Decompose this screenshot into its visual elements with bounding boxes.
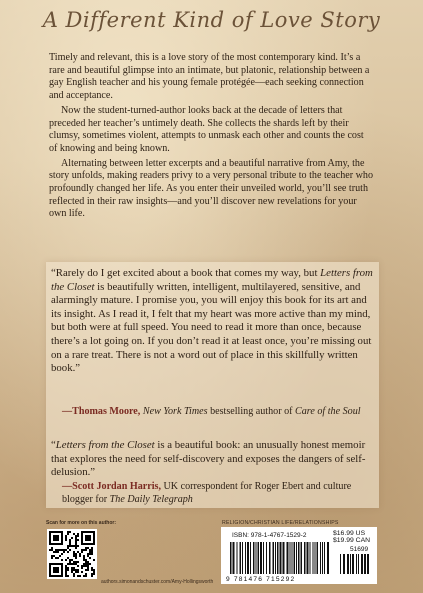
endorsement-quote <box>51 439 376 480</box>
category-label: RELIGION/CHRISTIAN LIFE/RELATIONSHIPS <box>222 520 339 526</box>
barcode-number: 9 781476 715292 <box>226 576 296 583</box>
quote-book-title: Letters from the Closet <box>55 439 155 451</box>
price-code: 51699 <box>350 546 369 553</box>
book-description <box>49 52 374 223</box>
scan-label: Scan for more on this author: <box>46 520 117 526</box>
publication-name: New York Times <box>142 406 208 417</box>
quote-text: “Rarely do I get excited about a book that comes my way, but <box>51 267 321 279</box>
description-paragraph: Alternating between letter excerpts and a beautiful narrative from Amy, the story unfolds, making readers privy to a very personal tribute to the teacher who profoundly changed her life. As you enter their unveiled world, you’ll see truth reflected in their raw insights—and you’ll discover new revelations for your own life. <box>49 157 374 220</box>
qr-code-icon <box>49 531 95 577</box>
publication-name: The Daily Telegraph <box>109 494 193 505</box>
endorsement-attribution <box>62 405 376 418</box>
author-url[interactable]: authors.simonandschuster.com/Amy-Hollingsworth <box>101 579 214 585</box>
price-can: $19.99 CAN <box>333 537 371 544</box>
endorser-name: —Scott Jordan Harris, <box>62 481 161 492</box>
attribution-text: UK correspondent for Roger Ebert and culture blogger for <box>62 481 352 505</box>
barcode-icon <box>228 542 370 576</box>
endorsement-attribution <box>62 480 376 506</box>
quote-text: is a beautiful book: an unusually honest memoir that explores the need for self-discovery and exposes the dangers of self-delusion.” <box>51 439 366 479</box>
endorsement-quote <box>51 267 376 376</box>
description-paragraph: Timely and relevant, this is a love story of the most contemporary kind. It’s a rare and beautiful glimpse into an intimate, but platonic, relationship between a gay English teacher and his young female protégée—each seeking connection and acceptance. <box>49 52 370 102</box>
quote-book-title: Letters from the Closet <box>51 267 373 293</box>
quote-text: “ <box>51 439 56 451</box>
price-us: $16.99 US <box>333 530 366 537</box>
isbn-number: ISBN: 978-1-4767-1529-2 <box>232 532 307 539</box>
quote-text: is beautifully written, intelligent, multilayered, sensitive, and alarmingly mature. I promise you, you will enjoy this book for its art and its insight. As I read it, I felt that my heart was more active than my mind, but both were at full speed. You need to read it more than once, because there’s a lot going on. If you don’t read it at least once, you’re missing out on a rare treat. There is not a word out of place in this skillfully written book.” <box>51 280 372 375</box>
description-paragraph: Now the student-turned-author looks back at the decade of letters that preceded her teacher’s untimely death. She collects the shards left by their clumsy, sometimes violent, attempts to unmask each other and counts the cost of knowing and being known. <box>49 104 364 154</box>
endorser-book-title: Care of the Soul <box>295 406 361 417</box>
endorser-name: —Thomas Moore, <box>62 406 141 417</box>
cover-heading: A Different Kind of Love Story <box>42 8 381 32</box>
qr-code[interactable] <box>47 529 97 579</box>
attribution-text: bestselling author of <box>207 406 296 417</box>
